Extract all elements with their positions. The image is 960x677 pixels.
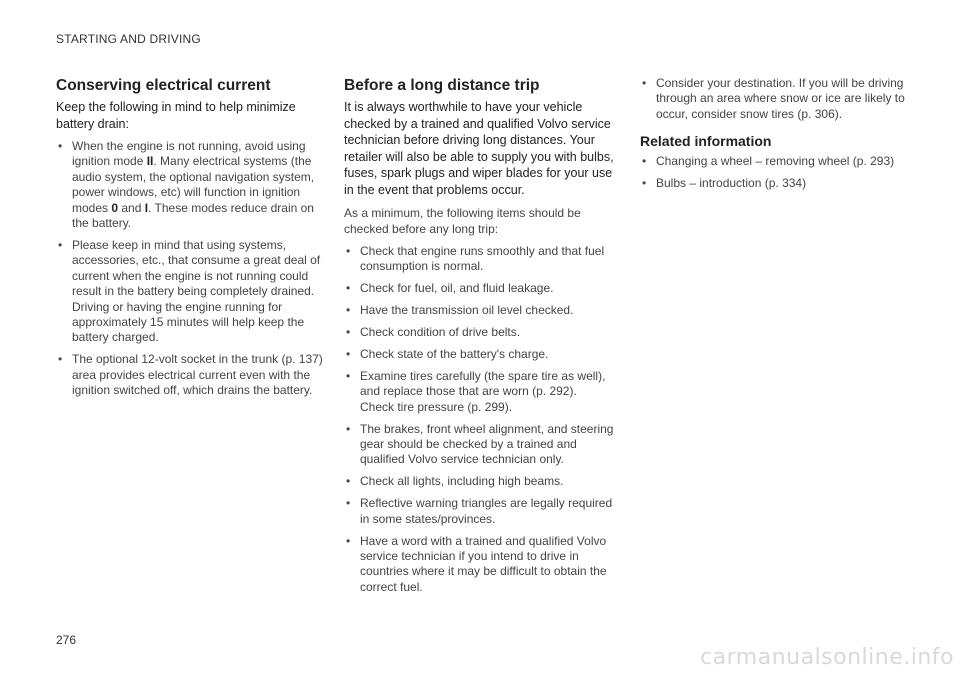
- list-item-text: Check for fuel, oil, and fluid leakage.: [360, 281, 554, 296]
- bullet-icon: •: [346, 325, 351, 340]
- bullet-icon: •: [58, 237, 63, 252]
- list-item: [344, 369, 614, 415]
- list-item: [344, 474, 614, 489]
- bullet-icon: •: [346, 533, 351, 548]
- list-item-text: Check condition of drive belts.: [360, 325, 521, 340]
- list-item: [344, 244, 614, 275]
- bullet-icon: •: [346, 303, 351, 318]
- bullet-icon: •: [642, 154, 647, 169]
- list-item: [344, 496, 614, 527]
- list-item-text: Check that engine runs smoothly and that fuel consumption is normal.: [360, 244, 605, 274]
- list-item: [640, 76, 910, 122]
- text-run: . These modes reduce drain on the battery.: [72, 200, 314, 231]
- running-header: STARTING AND DRIVING: [56, 32, 201, 46]
- bullet-icon: •: [346, 421, 351, 436]
- page-number: 276: [56, 633, 77, 647]
- list-item-text: Reflective warning triangles are legally required in some states/provinces.: [360, 496, 613, 526]
- list-item-text: The brakes, front wheel alignment, and steering gear should be checked by a trained and qualified Volvo service technician only.: [360, 421, 614, 467]
- list-item-text: Consider your destination. If you will be driving through an area where snow or ice are likely to occur, consider snow tires (p. 306).: [656, 76, 905, 121]
- checklist-intro: As a minimum, the following items should be checked before any long trip:: [344, 206, 581, 236]
- list-item-text: Have a word with a trained and qualified Volvo service technician if you intend to drive in countries where it may be difficult to obtain the correct fuel.: [360, 533, 607, 594]
- list-item: [344, 422, 614, 468]
- list-item: [344, 534, 614, 596]
- related-information-heading: Related information: [640, 133, 772, 150]
- bullet-icon: •: [58, 352, 63, 367]
- column-long-distance-trip: [344, 76, 614, 602]
- list-item: [344, 325, 614, 340]
- column-continued: [640, 76, 910, 197]
- list-item-text: The optional 12-volt socket in the trunk (p. 137) area provides electrical current even with the ignition switched off, which drains the battery.: [72, 352, 323, 398]
- list-item-text: Examine tires carefully (the spare tire as well), and replace those that are worn (p. 292). Check tire pressure (p. 299).: [360, 368, 606, 414]
- list-item: [56, 238, 324, 346]
- intro-text: Keep the following in mind to help minimize battery drain:: [56, 100, 296, 131]
- trip-checklist-continued: [640, 76, 910, 122]
- section-title-conserving-current: Conserving electrical current: [56, 77, 271, 94]
- ignition-mode-ii: II: [146, 154, 154, 169]
- bullet-icon: •: [346, 244, 351, 258]
- watermark: carmanualsonline.info: [700, 645, 954, 670]
- text-run: and: [118, 200, 145, 215]
- bullet-icon: •: [346, 281, 351, 296]
- text-run: When the engine is not running, avoid using ignition mode: [72, 139, 306, 169]
- ignition-mode-0: 0: [111, 200, 119, 215]
- column-conserving-current: [56, 76, 324, 405]
- list-item: [344, 347, 614, 362]
- list-item-text: Please keep in mind that using systems, accessories, etc., that consume a great deal of current when the engine is not running could result in the battery being completely drained. Driving or having the engine running for approximately 15 minutes will help keep the battery charged.: [72, 237, 321, 345]
- ignition-mode-i: I: [144, 200, 149, 215]
- bullet-icon: •: [346, 368, 351, 383]
- text-run: . Many electrical systems (the audio system, the optional navigation system, power windows, etc) will function in ignition modes: [72, 154, 315, 215]
- list-item-text: Check all lights, including high beams.: [360, 474, 564, 489]
- bullet-icon: •: [58, 139, 63, 153]
- list-item: [344, 281, 614, 296]
- list-item-text: Check state of the battery's charge.: [360, 347, 549, 362]
- trip-checklist: [344, 244, 614, 595]
- list-item: [56, 139, 324, 231]
- list-item-text: Have the transmission oil level checked.: [360, 303, 574, 318]
- bullet-icon: •: [346, 347, 351, 362]
- related-link[interactable]: [640, 154, 910, 169]
- related-link-text[interactable]: Bulbs – introduction (p. 334): [656, 175, 807, 190]
- bullet-icon: •: [642, 76, 647, 90]
- list-item: [344, 303, 614, 318]
- section-title-long-distance-trip: Before a long distance trip: [344, 77, 540, 94]
- lead-text: It is always worthwhile to have your vehicle checked by a trained and qualified Volvo service technician before driving long distances. Your retailer will also be able to supply you with bulbs, fuses, spark plugs and wiper blades for your use in the event that problems occur.: [344, 100, 614, 197]
- list-item: [56, 352, 324, 398]
- related-link[interactable]: [640, 176, 910, 191]
- bullet-icon: •: [346, 474, 351, 489]
- related-link-text[interactable]: Changing a wheel – removing wheel (p. 293): [656, 154, 895, 169]
- related-links-list: [640, 154, 910, 191]
- conserving-list: [56, 139, 324, 399]
- bullet-icon: •: [642, 175, 647, 190]
- bullet-icon: •: [346, 496, 351, 511]
